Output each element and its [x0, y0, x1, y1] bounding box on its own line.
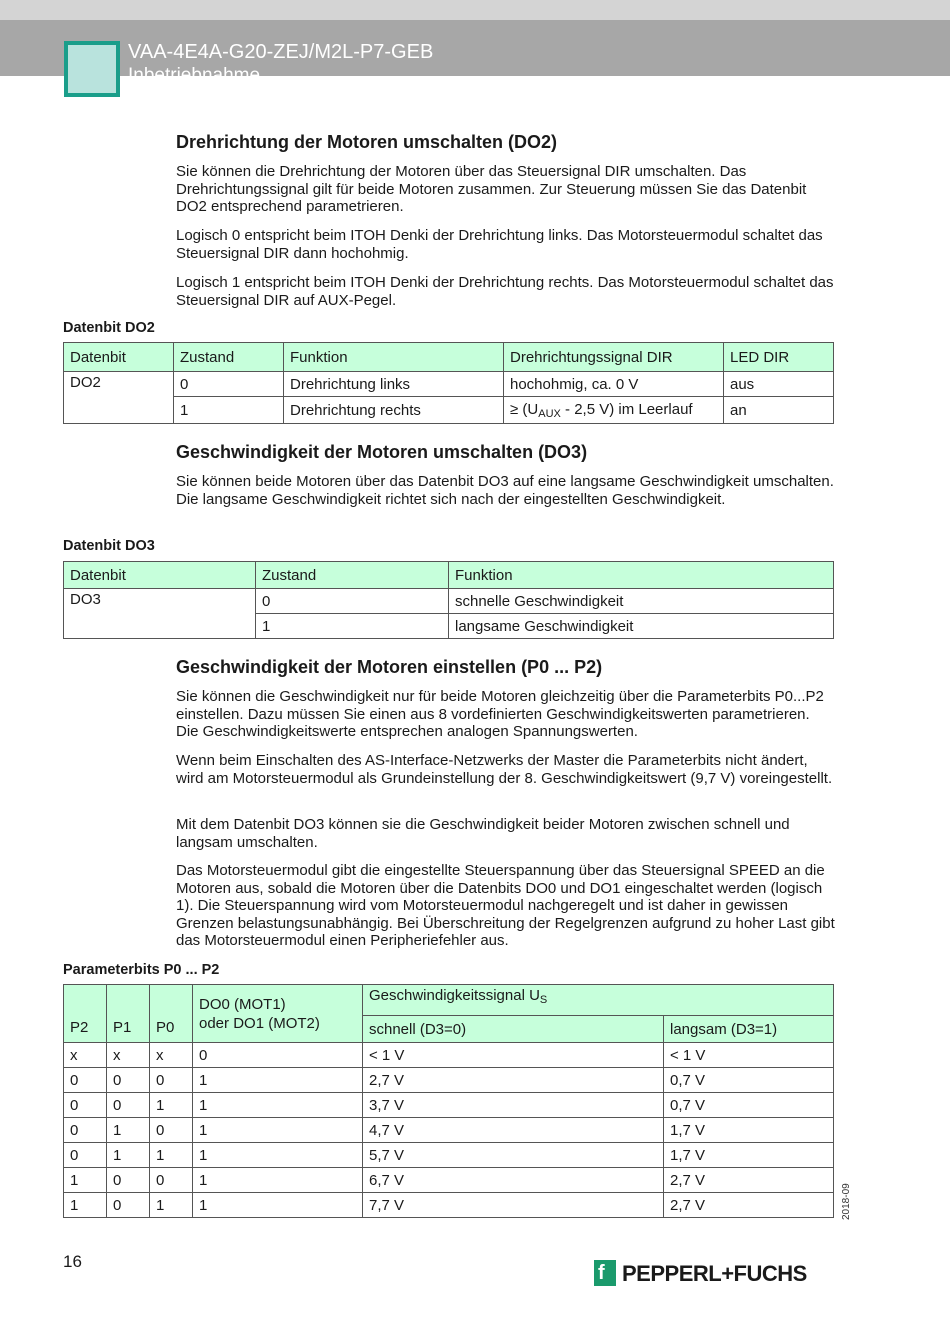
section-heading-do2: Drehrichtung der Motoren umschalten (DO2)	[176, 132, 558, 152]
column-header	[193, 985, 363, 1043]
section-heading-do3: Geschwindigkeit der Motoren umschalten (DO3)	[176, 442, 588, 462]
header-line: oder DO1 (MOT2)	[199, 1014, 320, 1032]
table-cell: Drehrichtung links	[284, 372, 504, 397]
header-subtitle: Inbetriebnahme	[128, 65, 261, 86]
table-cell: DO3	[64, 589, 256, 639]
table-cell: 1	[256, 614, 449, 639]
table-caption-params: Parameterbits P0 ... P2	[63, 962, 220, 978]
column-header: Funktion	[449, 562, 834, 589]
table-cell: 0	[107, 1068, 150, 1093]
table-row	[64, 1193, 834, 1218]
header-logo-square	[64, 41, 120, 97]
column-header: schnell (D3=0)	[363, 1016, 664, 1043]
header-line: DO0 (MOT1)	[199, 995, 286, 1013]
paragraph: Sie können beide Motoren über das Datenbit DO3 auf eine langsame Geschwindigkeit umschalten. Die langsame Geschwindigkeit richtet sich nach der eingestellten Geschwindigkeit.	[176, 473, 834, 508]
table-cell: 0,7 V	[664, 1093, 834, 1118]
pepperl-fuchs-logo	[594, 1258, 824, 1290]
table-cell: 5,7 V	[363, 1143, 664, 1168]
column-header: langsam (D3=1)	[664, 1016, 834, 1043]
table-cell: 1	[193, 1093, 363, 1118]
table-cell: langsame Geschwindigkeit	[449, 614, 834, 639]
table-cell: 0	[64, 1118, 107, 1143]
table-caption-do3: Datenbit DO3	[63, 538, 155, 554]
table-cell: 0	[150, 1168, 193, 1193]
table-cell: 1	[150, 1193, 193, 1218]
table-cell: 1	[150, 1143, 193, 1168]
table-header-row	[64, 562, 834, 589]
table-caption-do2: Datenbit DO2	[63, 320, 155, 336]
table-row	[64, 1143, 834, 1168]
table-cell: 0	[174, 372, 284, 397]
table-row	[64, 589, 834, 614]
table-cell: 0	[256, 589, 449, 614]
column-header: Drehrichtungssignal DIR	[504, 343, 724, 372]
table-cell: 0	[107, 1168, 150, 1193]
column-header: LED DIR	[724, 343, 834, 372]
table-cell: 0,7 V	[664, 1068, 834, 1093]
table-cell: schnelle Geschwindigkeit	[449, 589, 834, 614]
table-cell: 1	[193, 1068, 363, 1093]
table-cell: 1	[64, 1193, 107, 1218]
header-title: VAA-4E4A-G20-ZEJ/M2L-P7-GEB	[128, 41, 434, 63]
table-cell: 2,7 V	[363, 1068, 664, 1093]
table-cell: 4,7 V	[363, 1118, 664, 1143]
table-row	[64, 1093, 834, 1118]
table-header-row	[64, 343, 834, 372]
table-cell: an	[724, 397, 834, 424]
table-cell: Drehrichtung rechts	[284, 397, 504, 424]
table-cell: 6,7 V	[363, 1168, 664, 1193]
group-header-subscript: S	[539, 994, 548, 1006]
table-row	[64, 397, 834, 424]
table-cell: 0	[107, 1193, 150, 1218]
table-row	[64, 372, 834, 397]
brand-mark-icon: f	[594, 1260, 616, 1286]
top-strip	[0, 0, 950, 20]
brand-name: PEPPERL+FUCHS	[622, 1261, 807, 1286]
table-cell: 1,7 V	[664, 1118, 834, 1143]
print-date-text: 2018-09	[841, 1183, 852, 1220]
column-header: P2	[64, 985, 107, 1043]
print-date	[837, 1180, 853, 1220]
table-cell: 1	[193, 1118, 363, 1143]
paragraph: Logisch 0 entspricht beim ITOH Denki der Drehrichtung links. Das Motorsteuermodul schaltet das Steuersignal DIR dann hochohmig.	[176, 227, 823, 262]
table-cell: 1	[107, 1118, 150, 1143]
table-cell: 7,7 V	[363, 1193, 664, 1218]
table-do2	[63, 342, 834, 424]
table-header-row	[64, 985, 834, 1016]
table-cell: 1	[64, 1168, 107, 1193]
table-cell: 0	[64, 1143, 107, 1168]
table-cell: 0	[64, 1068, 107, 1093]
table-cell: x	[107, 1043, 150, 1068]
table-cell: x	[64, 1043, 107, 1068]
paragraph: Mit dem Datenbit DO3 können sie die Geschwindigkeit beider Motoren zwischen schnell und langsam umschalten.	[176, 816, 790, 851]
table-row	[64, 1068, 834, 1093]
table-cell: 0	[193, 1043, 363, 1068]
column-header: P1	[107, 985, 150, 1043]
table-do3	[63, 561, 834, 639]
table-cell: x	[150, 1043, 193, 1068]
column-header: Datenbit	[64, 343, 174, 372]
table-cell: 1	[193, 1143, 363, 1168]
table-cell: 3,7 V	[363, 1093, 664, 1118]
group-header-text: Geschwindigkeitssignal U	[369, 987, 540, 1004]
table-cell: 1	[107, 1143, 150, 1168]
table-cell	[504, 397, 724, 424]
table-cell: 0	[107, 1093, 150, 1118]
table-cell: aus	[724, 372, 834, 397]
signal-text: ≥ (U	[510, 400, 539, 418]
table-cell: 1	[150, 1093, 193, 1118]
column-header: P0	[150, 985, 193, 1043]
table-cell: hochohmig, ca. 0 V	[504, 372, 724, 397]
table-cell: 0	[64, 1093, 107, 1118]
table-cell: 2,7 V	[664, 1168, 834, 1193]
document-header	[0, 20, 950, 86]
paragraph: Wenn beim Einschalten des AS-Interface-Netzwerks der Master die Parameterbits nicht ändert, wird am Motorsteuermodul als Grundeinstellung der 8. Geschwindigkeitswert (9,7 V) voreingestellt.	[176, 752, 833, 787]
column-group-header	[363, 985, 834, 1016]
table-parameterbits	[63, 984, 834, 1218]
table-cell: 0	[150, 1068, 193, 1093]
table-cell: 2,7 V	[664, 1193, 834, 1218]
paragraph: Das Motorsteuermodul gibt die eingestellte Steuerspannung über das Steuersignal SPEED an die Motoren aus, sobald die Motoren über die Datenbits DO0 und DO1 eingeschaltet werden (logisch 1). Die Steuerspannung wird vom Motorsteuermodul nachgeregelt und ist daher in gewissen Grenzen belastungsunabhängig. Bei Überschreitung der Regelgrenzen aufgrund zu hoher Last gibt das Motorsteuermodul einen Peripheriefehler aus.	[176, 862, 835, 949]
column-header: Zustand	[174, 343, 284, 372]
page-number: 16	[63, 1252, 82, 1271]
column-header: Datenbit	[64, 562, 256, 589]
paragraph: Sie können die Drehrichtung der Motoren über das Steuersignal DIR umschalten. Das Drehrichtungssignal gilt für beide Motoren zusammen. Zur Steuerung müssen Sie das Datenbit DO2 entsprechend parametrieren.	[176, 163, 807, 215]
table-cell: 1	[193, 1193, 363, 1218]
table-row	[64, 1043, 834, 1068]
table-cell: < 1 V	[363, 1043, 664, 1068]
paragraph: Logisch 1 entspricht beim ITOH Denki der Drehrichtung rechts. Das Motorsteuermodul schaltet das Steuersignal DIR auf AUX-Pegel.	[176, 274, 834, 309]
table-cell: 1	[193, 1168, 363, 1193]
table-row	[64, 1118, 834, 1143]
column-header: Funktion	[284, 343, 504, 372]
column-header: Zustand	[256, 562, 449, 589]
paragraph: Sie können die Geschwindigkeit nur für beide Motoren gleichzeitig über die Parameterbits P0...P2 einstellen. Dazu müssen Sie einen aus 8 vordefinierten Geschwindigkeitswerten parametrieren. Die Geschwindigkeitswerte entsprechen analogen Spannungswerten.	[176, 688, 824, 740]
table-cell: < 1 V	[664, 1043, 834, 1068]
section-heading-p0-p2: Geschwindigkeit der Motoren einstellen (P0 ... P2)	[176, 657, 603, 677]
table-row	[64, 1168, 834, 1193]
table-cell: 1	[174, 397, 284, 424]
signal-text: - 2,5 V) im Leerlauf	[560, 400, 693, 418]
signal-subscript: AUX	[538, 407, 561, 420]
table-cell: 0	[150, 1118, 193, 1143]
table-cell: 1,7 V	[664, 1143, 834, 1168]
table-cell: DO2	[64, 372, 174, 424]
